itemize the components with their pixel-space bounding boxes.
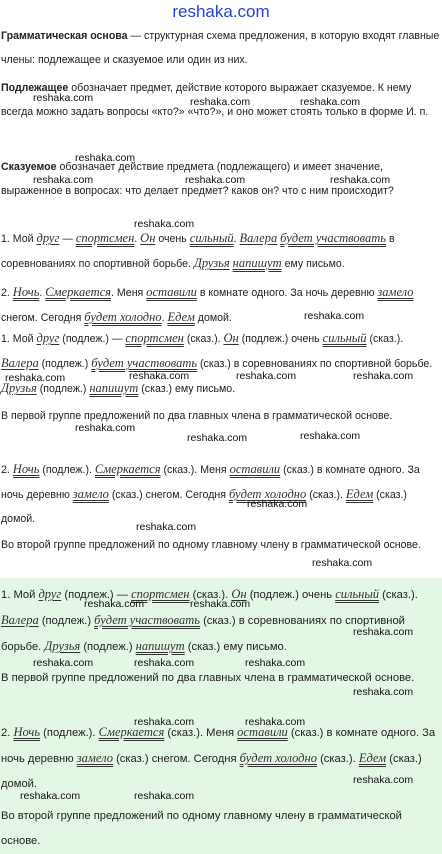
- definition-subject: Подлежащее обозначает предмет, действие которого выражает сказуемое. К нему всегда можно задать вопросы «кто?» «что?», и оно может стоять только в форме И. п.: [1, 82, 429, 118]
- answer-box: [0, 578, 442, 854]
- watermark: reshaka.com: [247, 498, 308, 510]
- watermark: reshaka.com: [75, 422, 136, 434]
- watermark: reshaka.com: [245, 657, 306, 669]
- watermark: reshaka.com: [236, 370, 297, 382]
- watermark: reshaka.com: [75, 152, 136, 164]
- watermark: reshaka.com: [5, 372, 66, 384]
- watermark: reshaka.com: [20, 790, 81, 802]
- conclusion-group-2: Во второй группе предложений по одному главному члену в грамматической основе.: [1, 539, 421, 551]
- watermark: reshaka.com: [129, 370, 190, 382]
- watermark: reshaka.com: [304, 310, 365, 322]
- watermark: reshaka.com: [245, 716, 306, 728]
- term-grammatical-basis: Грамматическая основа: [1, 30, 128, 42]
- definition-grammatical-basis: Грамматическая основа — структурная схема предложения, в которую входят главные члены: подлежащее и сказуемое или один из них.: [1, 30, 440, 66]
- watermark: reshaka.com: [353, 774, 414, 786]
- watermark: reshaka.com: [312, 557, 373, 569]
- answer-group-1: 1. Мой друг (подлеж.) — спортсмен (сказ.). Он (подлеж.) очень сильный (сказ.). Валера (подлеж.) будет участвовать (сказ.) в соревнованиях по спортивной борьбе. Друзья (подлеж.) напишут (сказ.) ему письмо.: [1, 587, 418, 653]
- watermark: reshaka.com: [33, 174, 94, 186]
- example-group-1: 1. Мой друг — спортсмен. Он очень сильный. Валера будет участвовать в соревнованиях по спортивной борьбе. Друзья напишут ему письмо.: [1, 231, 395, 270]
- watermark: reshaka.com: [136, 521, 197, 533]
- watermark: reshaka.com: [134, 716, 195, 728]
- watermark: reshaka.com: [353, 686, 414, 698]
- watermark: reshaka.com: [190, 598, 251, 610]
- answer-conclusion-2: Во второй группе предложений по одному главному члену в грамматической основе.: [1, 810, 402, 847]
- annotated-group-2: 2. Ночь (подлеж.). Смеркается (сказ.). Меня оставили (сказ.) в комнате одного. За ночь деревню замело (сказ.) снегом. Сегодня будет холодно (сказ.). Едем (сказ.) домой.: [1, 462, 420, 525]
- definition-predicate: Сказуемое обозначает действие предмета (подлежащего) и имеет значение, выраженное в вопросах: что делает предмет? каков он? что с ним происходит?: [1, 161, 394, 197]
- watermark: reshaka.com: [353, 626, 414, 638]
- watermark: reshaka.com: [134, 657, 195, 669]
- example-group-2: 2. Ночь. Смеркается. Меня оставили в комнате одного. За ночь деревню замело снегом. Сегодня будет холодно. Едем домой.: [1, 285, 414, 324]
- annotated-group-1: 1. Мой друг (подлеж.) — спортсмен (сказ.). Он (подлеж.) очень сильный (сказ.). Валера (подлеж.) будет участвовать (сказ.) в соревнованиях по спортивной борьбе. Друзья (подлеж.) напишут (сказ.) ему письмо.: [1, 331, 433, 395]
- conclusion-group-1: В первой группе предложений по два главных члена в грамматической основе.: [1, 410, 393, 422]
- watermark: reshaka.com: [33, 92, 94, 104]
- watermark: reshaka.com: [187, 432, 248, 444]
- watermark: reshaka.com: [134, 218, 195, 230]
- answer-group-2: 2. Ночь (подлеж.). Смеркается (сказ.). Меня оставили (сказ.) в комнате одного. За ночь деревню замело (сказ.) снегом. Сегодня будет холодно (сказ.). Едем (сказ.) домой.: [1, 725, 436, 790]
- site-title[interactable]: reshaka.com: [172, 2, 270, 21]
- watermark: reshaka.com: [300, 96, 361, 108]
- term-predicate: Сказуемое: [1, 161, 57, 173]
- watermark: reshaka.com: [353, 370, 414, 382]
- answer-conclusion-1: В первой группе предложений по два главных члена в грамматической основе.: [1, 672, 415, 684]
- watermark: reshaka.com: [190, 96, 251, 108]
- term-subject: Подлежащее: [1, 82, 69, 94]
- watermark: reshaka.com: [330, 174, 391, 186]
- watermark: reshaka.com: [84, 598, 145, 610]
- watermark: reshaka.com: [134, 790, 195, 802]
- watermark: reshaka.com: [33, 657, 94, 669]
- watermark: reshaka.com: [300, 430, 361, 442]
- watermark: reshaka.com: [185, 174, 246, 186]
